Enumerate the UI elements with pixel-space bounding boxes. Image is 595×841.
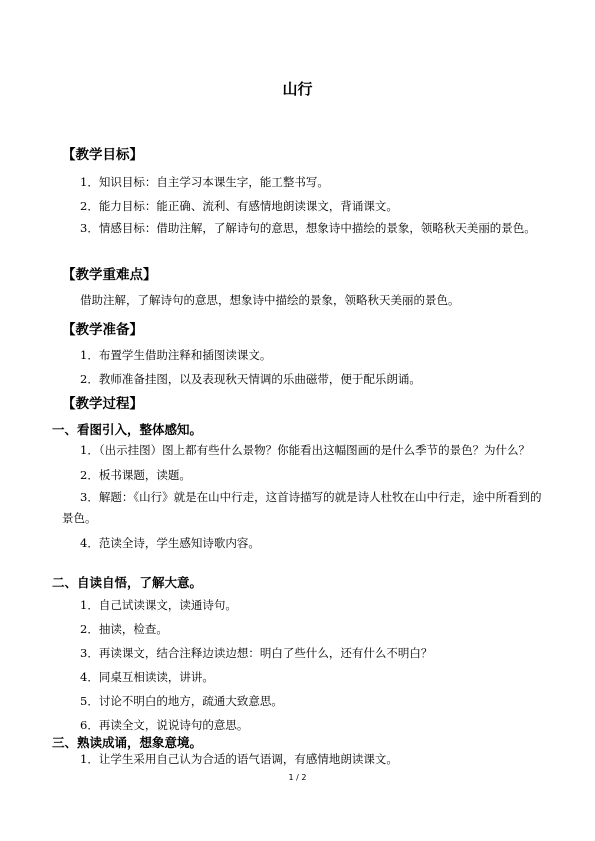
process-item: 4．同桌互相读读，讲讲。 [80,670,214,684]
process-part-2 [52,573,542,591]
process-part-1 [52,420,542,438]
process-part-1-list [62,440,542,555]
section-process [62,392,542,412]
process-part-2-list [62,593,542,737]
process-item: 4．范读全诗，学生感知诗歌内容。 [80,536,260,550]
goal-item: 3．情感目标：借助注解，了解诗句的意思，想象诗中描绘的景象，领略秋天美丽的景色。 [80,221,536,235]
goal-item: 2．能力目标：能正确、流利、有感情地朗读课文，背诵课文。 [80,199,398,213]
key-points-body [62,288,542,312]
preparation-item: 2．教师准备挂图，以及表现秋天情调的乐曲磁带，便于配乐朗诵。 [80,372,421,386]
process-item: 1．自己试读课文，读通诗句。 [80,598,237,612]
process-item: 5．讨论不明白的地方，疏通大致意思。 [80,694,283,708]
process-item: 6．再读全文，说说诗句的意思。 [80,718,249,732]
process-part-heading: 一、看图引入，整体感知。 [52,422,203,437]
preparation-list [62,343,542,391]
goals-list [62,170,542,239]
key-points-text: 借助注解，了解诗句的意思，想象诗中描绘的景象，领略秋天美丽的景色。 [80,293,460,307]
process-item: 1．（出示挂图）图上都有些什么景物？你能看出这幅图画的是什么季节的景色？为什么？ [80,443,531,457]
process-part-heading: 二、自读自悟，了解大意。 [52,575,203,590]
section-heading-process: 【教学过程】 [62,396,143,412]
process-item: 3．再读课文，结合注释边读边想：明白了些什么，还有什么不明白？ [80,646,433,660]
page-number: 1 / 2 [288,773,307,782]
preparation-item: 1．布置学生借助注释和插图读课文。 [80,348,272,362]
section-heading-key-points: 【教学重难点】 [62,267,157,283]
section-preparation [62,318,542,338]
section-heading-preparation: 【教学准备】 [62,322,143,338]
goal-item: 1．知识目标：自主学习本课生字，能工整书写。 [80,175,329,189]
section-goals [62,143,542,163]
page-title: 山行 [282,80,313,98]
section-heading-goals: 【教学目标】 [62,147,143,163]
process-item: 2．板书课题，读题。 [80,468,191,482]
section-key-points [62,263,542,283]
process-item: 2．抽读，检查。 [80,622,168,636]
process-part-heading: 三、熟读成诵，想象意境。 [52,735,203,750]
process-item: 3．解题：《山行》就是在山中行走，这首诗描写的就是诗人杜牧在山中行走，途中所看到的景色。 [62,490,542,525]
process-item: 1．让学生采用自己认为合适的语气语调，有感情地朗读课文。 [80,752,398,766]
process-part-3-list [62,747,542,771]
